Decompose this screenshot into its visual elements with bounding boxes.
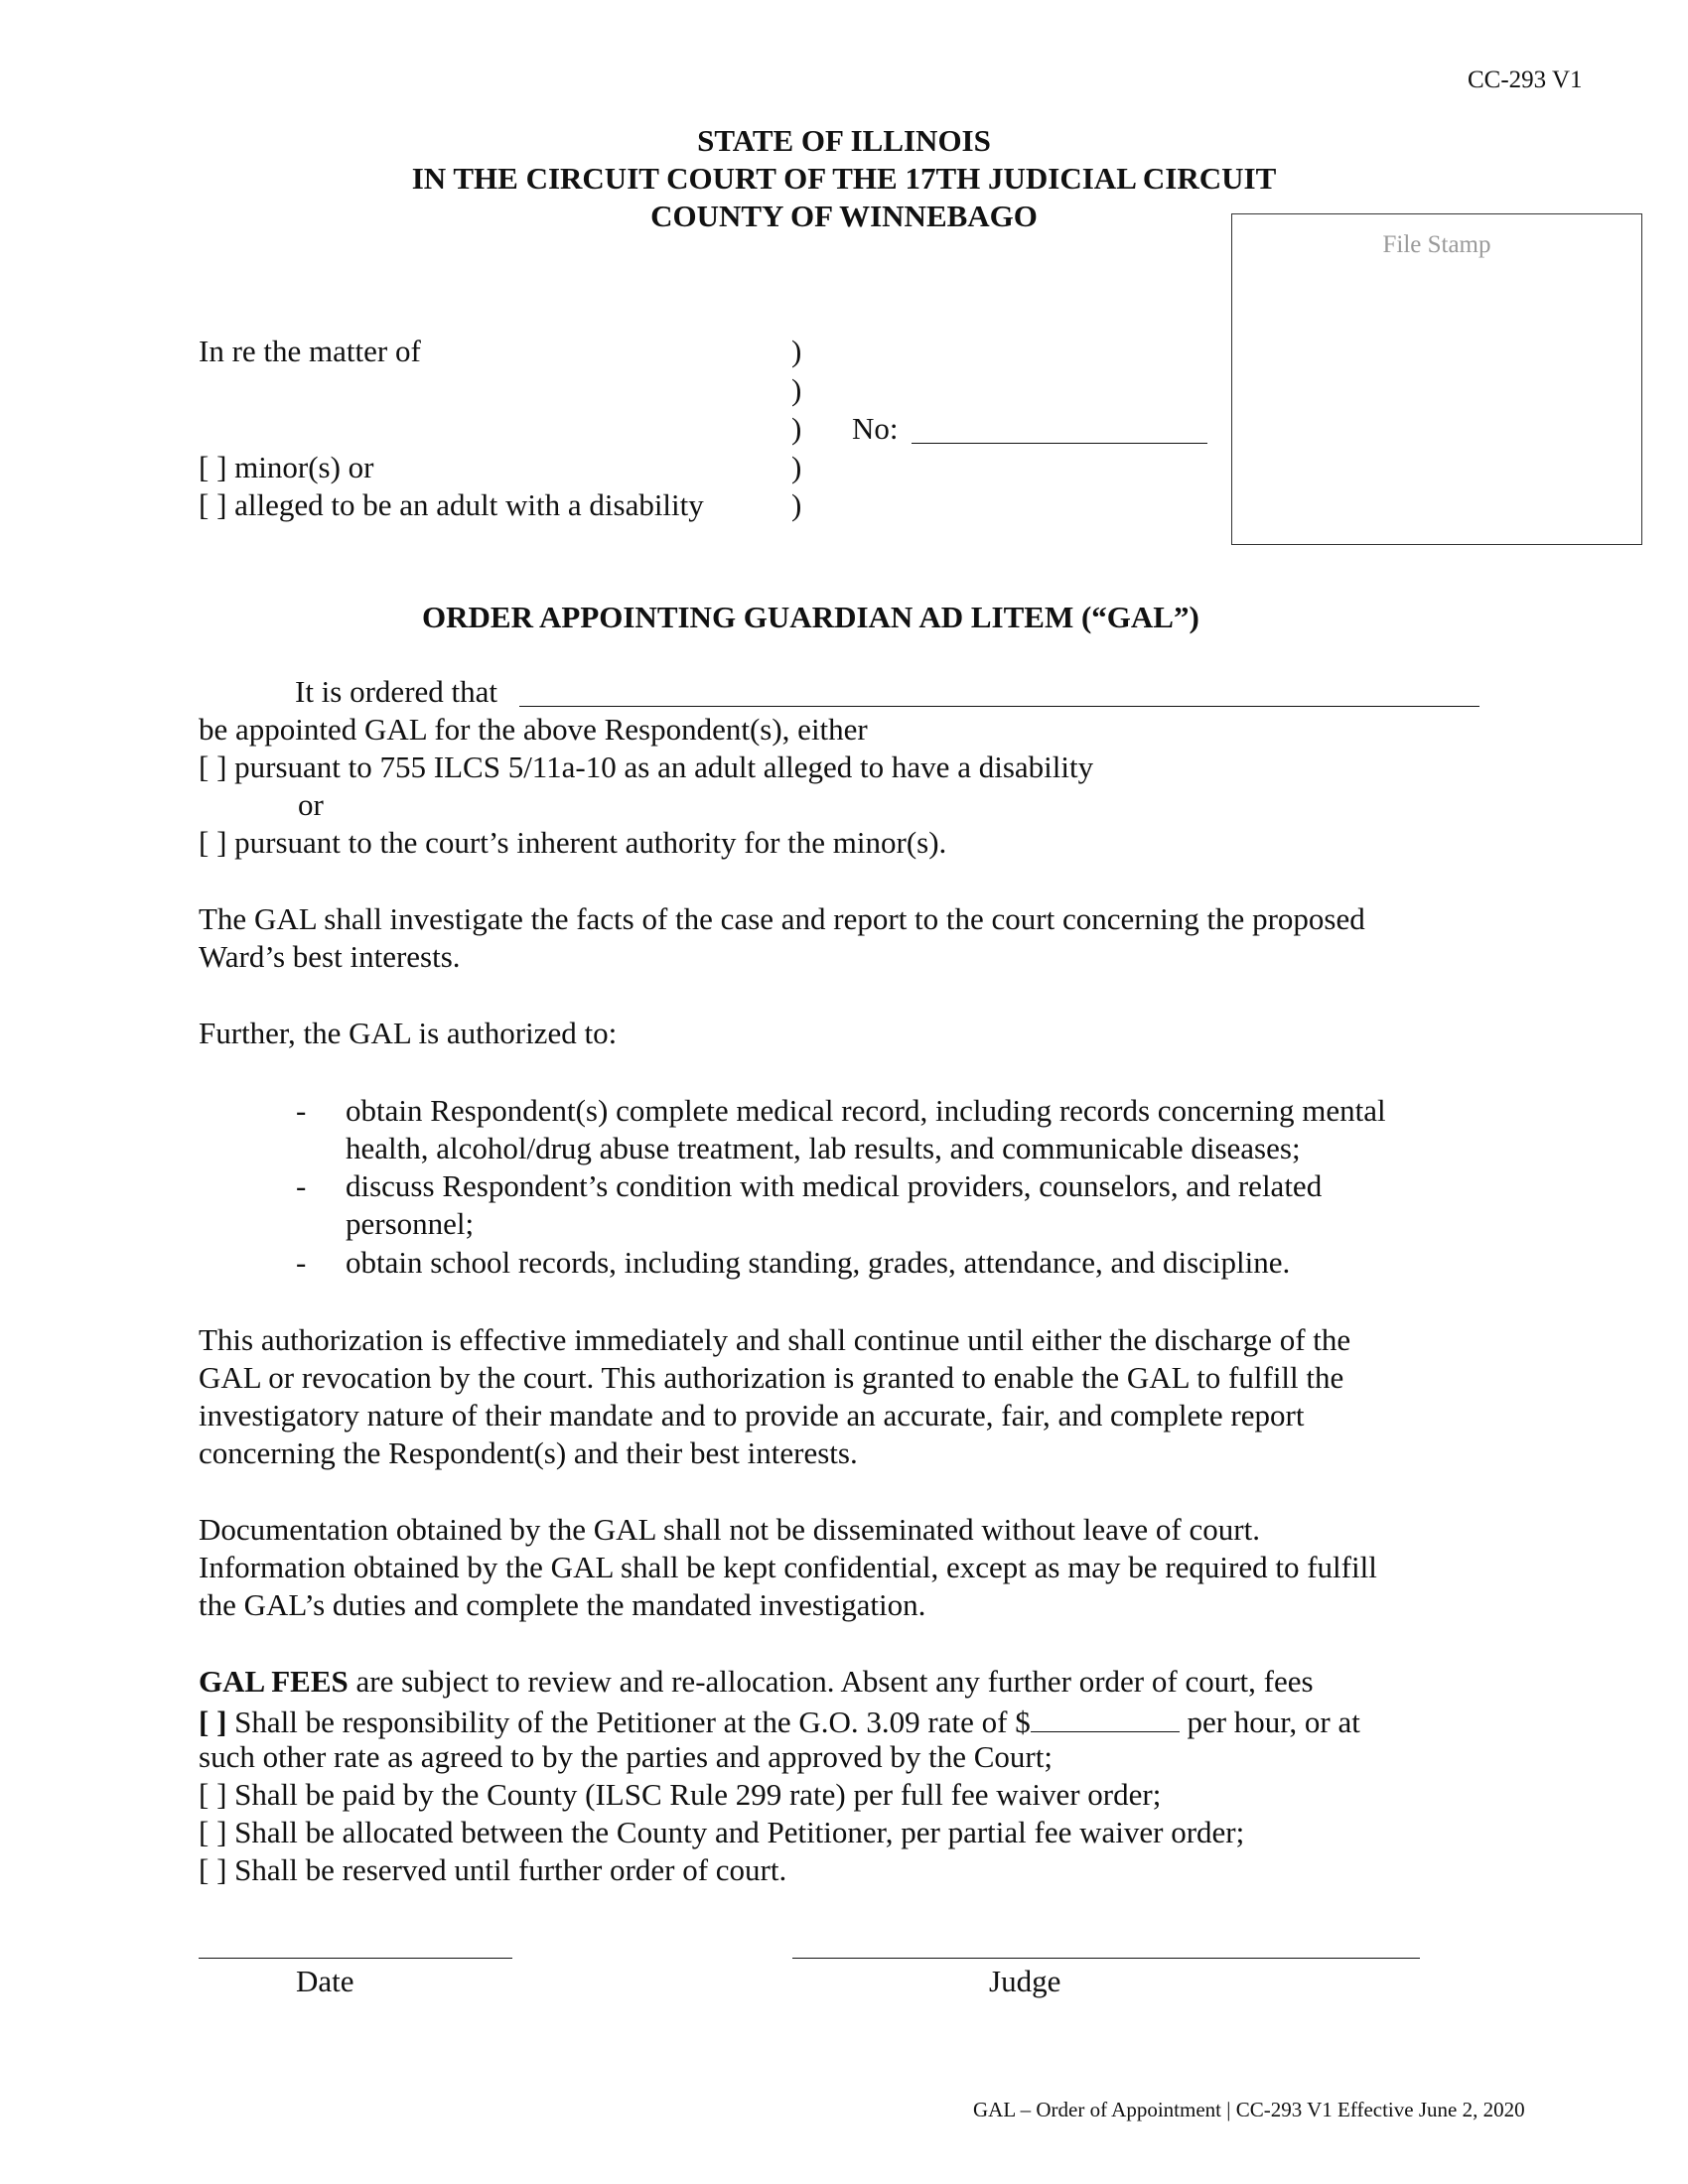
- bullet-school: obtain school records, including standing, grades, attendance, and discipline.: [346, 1245, 1291, 1280]
- caption-paren: ): [791, 334, 802, 368]
- documentation-line: Information obtained by the GAL shall be kept confidential, except as may be required to fulfill: [199, 1550, 1377, 1584]
- authorization-line: investigatory nature of their mandate and to provide an accurate, fair, and complete report: [199, 1398, 1305, 1433]
- authorization-line: concerning the Respondent(s) and their best interests.: [199, 1435, 858, 1470]
- form-id: CC-293 V1: [1468, 67, 1583, 93]
- fees-petitioner-after: per hour, or at: [1179, 1704, 1360, 1739]
- caption-paren: ): [791, 372, 802, 407]
- hourly-rate-field[interactable]: [1031, 1704, 1180, 1732]
- bullet-medical-cont: health, alcohol/drug abuse treatment, lab results, and communicable diseases;: [346, 1131, 1301, 1165]
- fees-lead-text: are subject to review and re-allocation. Absent any further order of court, fees: [348, 1664, 1314, 1699]
- appointed-text: be appointed GAL for the above Respondent(s), either: [199, 712, 868, 747]
- header-court: IN THE CIRCUIT COURT OF THE 17TH JUDICIAL CIRCUIT: [411, 161, 1277, 196]
- authorization-line: This authorization is effective immediately and shall continue until either the discharge of the: [199, 1322, 1351, 1357]
- caption-paren: ): [791, 487, 802, 522]
- fees-option-petitioner: [199, 1704, 1360, 1737]
- header-state: STATE OF ILLINOIS: [697, 123, 991, 158]
- case-number-field[interactable]: [912, 443, 1207, 444]
- bullet-dash: -: [296, 1093, 307, 1128]
- bullet-medical: obtain Respondent(s) complete medical record, including records concerning mental: [346, 1093, 1386, 1128]
- checkbox-minor[interactable]: [ ] minor(s) or: [199, 450, 374, 484]
- or-text: or: [298, 787, 324, 822]
- checkbox-adult-statute[interactable]: [ ] pursuant to 755 ILCS 5/11a-10 as an adult alleged to have a disability: [199, 750, 1094, 784]
- checkbox-fees-reserved[interactable]: [ ] Shall be reserved until further order of court.: [199, 1852, 787, 1887]
- judge-label: Judge: [989, 1964, 1061, 1998]
- bullet-dash: -: [296, 1245, 307, 1280]
- gal-name-field[interactable]: [519, 706, 1479, 707]
- documentation-line: the GAL’s duties and complete the mandated investigation.: [199, 1587, 926, 1622]
- date-label: Date: [296, 1964, 354, 1998]
- checkbox-fees-allocated[interactable]: [ ] Shall be allocated between the County and Petitioner, per partial fee waiver order;: [199, 1815, 1245, 1849]
- documentation-line: Documentation obtained by the GAL shall not be disseminated without leave of court.: [199, 1512, 1260, 1547]
- bullet-providers: discuss Respondent’s condition with medical providers, counselors, and related: [346, 1168, 1323, 1203]
- investigate-line: The GAL shall investigate the facts of the case and report to the court concerning the proposed: [199, 901, 1365, 936]
- checkbox-fees-county[interactable]: [ ] Shall be paid by the County (ILSC Rule 299 rate) per full fee waiver order;: [199, 1777, 1162, 1812]
- ordered-that-label: It is ordered that: [295, 674, 498, 709]
- caption-paren: ): [791, 411, 802, 446]
- investigate-line: Ward’s best interests.: [199, 939, 461, 974]
- bullet-providers-cont: personnel;: [346, 1206, 475, 1241]
- date-signature-line[interactable]: [199, 1958, 512, 1959]
- caption-in-re: In re the matter of: [199, 334, 421, 368]
- fees-lead: [199, 1666, 1314, 1697]
- file-stamp-label: File Stamp: [1382, 231, 1491, 258]
- checkbox-minor-authority[interactable]: [ ] pursuant to the court’s inherent authority for the minor(s).: [199, 825, 947, 860]
- checkbox-fees-petitioner[interactable]: [ ]: [199, 1704, 227, 1739]
- caption-paren: ): [791, 450, 802, 484]
- further-text: Further, the GAL is authorized to:: [199, 1016, 618, 1050]
- case-number-label: No:: [852, 411, 899, 446]
- fees-petitioner-text: Shall be responsibility of the Petitioner at the G.O. 3.09 rate of $: [226, 1704, 1031, 1739]
- file-stamp-box: [1231, 213, 1642, 545]
- fees-bold-lead: GAL FEES: [199, 1664, 349, 1699]
- authorization-line: GAL or revocation by the court. This authorization is granted to enable the GAL to fulfill the: [199, 1360, 1344, 1395]
- header-county: COUNTY OF WINNEBAGO: [650, 199, 1038, 233]
- judge-signature-line[interactable]: [792, 1958, 1420, 1959]
- checkbox-adult-disability[interactable]: [ ] alleged to be an adult with a disability: [199, 487, 704, 522]
- order-title: ORDER APPOINTING GUARDIAN AD LITEM (“GAL”): [422, 600, 1199, 634]
- fees-petitioner-cont: such other rate as agreed to by the parties and approved by the Court;: [199, 1739, 1053, 1774]
- bullet-dash: -: [296, 1168, 307, 1203]
- page-footer: GAL – Order of Appointment | CC-293 V1 Effective June 2, 2020: [973, 2098, 1525, 2121]
